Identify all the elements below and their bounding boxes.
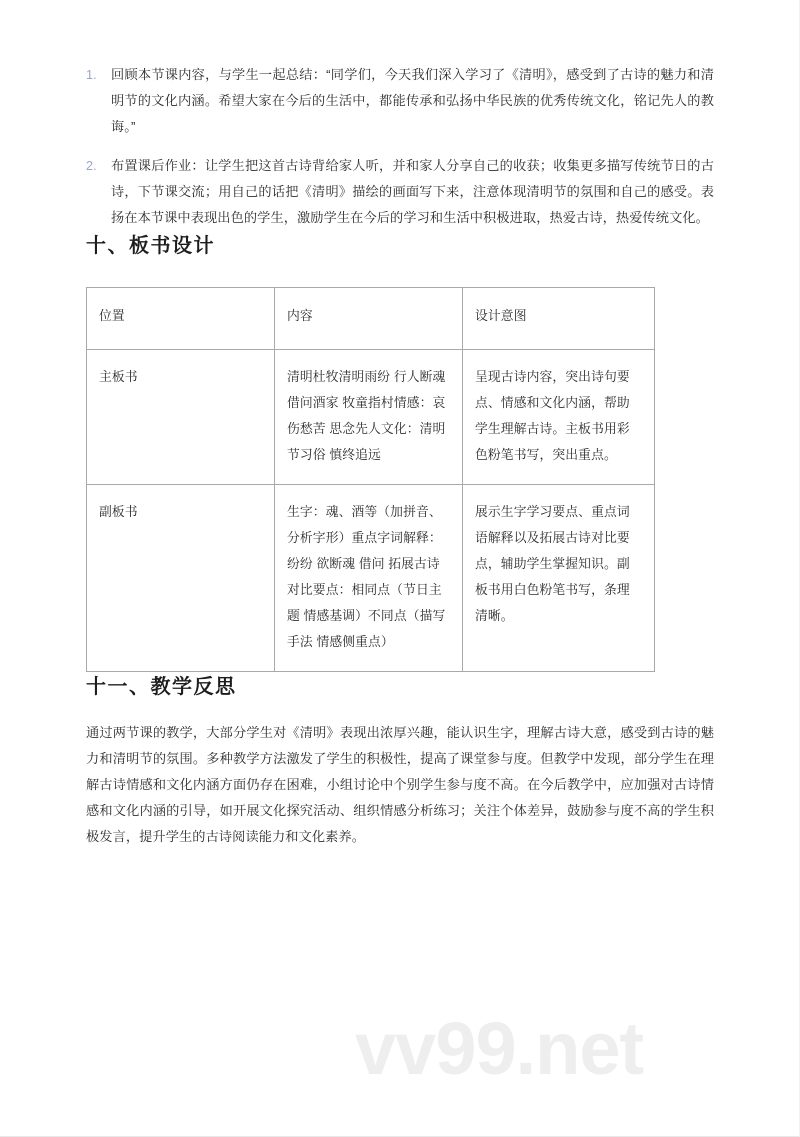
site-watermark: vv99.net xyxy=(355,1007,644,1090)
table-cell-intent: 呈现古诗内容，突出诗句要点、情感和文化内涵，帮助学生理解古诗。主板书用彩色粉笔书写，突出重点。 xyxy=(463,350,655,485)
table-row xyxy=(87,350,655,485)
list-item-text: 布置课后作业：让学生把这首古诗背给家人听，并和家人分享自己的收获；收集更多描写传统节日的古诗，下节课交流；用自己的话把《清明》描绘的画面写下来，注意体现清明节的氛围和自己的感受。表扬在本节课中表现出色的学生，激励学生在今后的学习和生活中积极进取，热爱古诗，热爱传统文化。 xyxy=(111,158,714,225)
teaching-reflection-paragraph: 通过两节课的教学，大部分学生对《清明》表现出浓厚兴趣，能认识生字，理解古诗大意，感受到古诗的魅力和清明节的氛围。多种教学方法激发了学生的积极性，提高了课堂参与度。但教学中发现，部分学生在理解古诗情感和文化内涵方面仍存在困难，小组讨论中个别学生参与度不高。在今后教学中，应加强对古诗情感和文化内涵的引导，如开展文化探究活动、组织情感分析练习；关注个体差异，鼓励参与度不高的学生积极发言，提升学生的古诗阅读能力和文化素养。 xyxy=(86,725,714,844)
section-heading-teaching-reflection: 十一、教学反思 xyxy=(86,676,237,698)
table-cell-position: 副板书 xyxy=(87,485,275,672)
table-cell-position: 主板书 xyxy=(87,350,275,485)
list-item-marker: 1. xyxy=(86,68,97,82)
section-heading-board-design: 十、板书设计 xyxy=(86,235,215,257)
list-item-marker: 2. xyxy=(86,159,97,173)
closing-steps-list xyxy=(86,62,714,231)
table-cell-content: 清明杜牧清明雨纷 行人断魂借问酒家 牧童指村情感：哀伤愁苦 思念先人文化：清明节习俗 慎终追远 xyxy=(275,350,463,485)
table-header-cell-content: 内容 xyxy=(275,288,463,350)
list-item xyxy=(86,62,714,140)
table-cell-intent: 展示生字学习要点、重点词语解释以及拓展古诗对比要点，辅助学生掌握知识。副板书用白色粉笔书写，条理清晰。 xyxy=(463,485,655,672)
table-header-row xyxy=(87,288,655,350)
table-row xyxy=(87,485,655,672)
list-item-text: 回顾本节课内容，与学生一起总结：“同学们，今天我们深入学习了《清明》，感受到了古诗的魅力和清明节的文化内涵。希望大家在今后的生活中，都能传承和弘扬中华民族的优秀传统文化，铭记先人的教诲。” xyxy=(111,67,714,134)
table-cell-content: 生字：魂、酒等（加拼音、分析字形）重点字词解释：纷纷 欲断魂 借问 拓展古诗对比要点：相同点（节日主题 情感基调）不同点（描写手法 情感侧重点） xyxy=(275,485,463,672)
list-item xyxy=(86,153,714,231)
table-header-cell-position: 位置 xyxy=(87,288,275,350)
document-content xyxy=(86,62,714,850)
table-header-cell-intent: 设计意图 xyxy=(463,288,655,350)
board-design-table xyxy=(86,287,655,672)
